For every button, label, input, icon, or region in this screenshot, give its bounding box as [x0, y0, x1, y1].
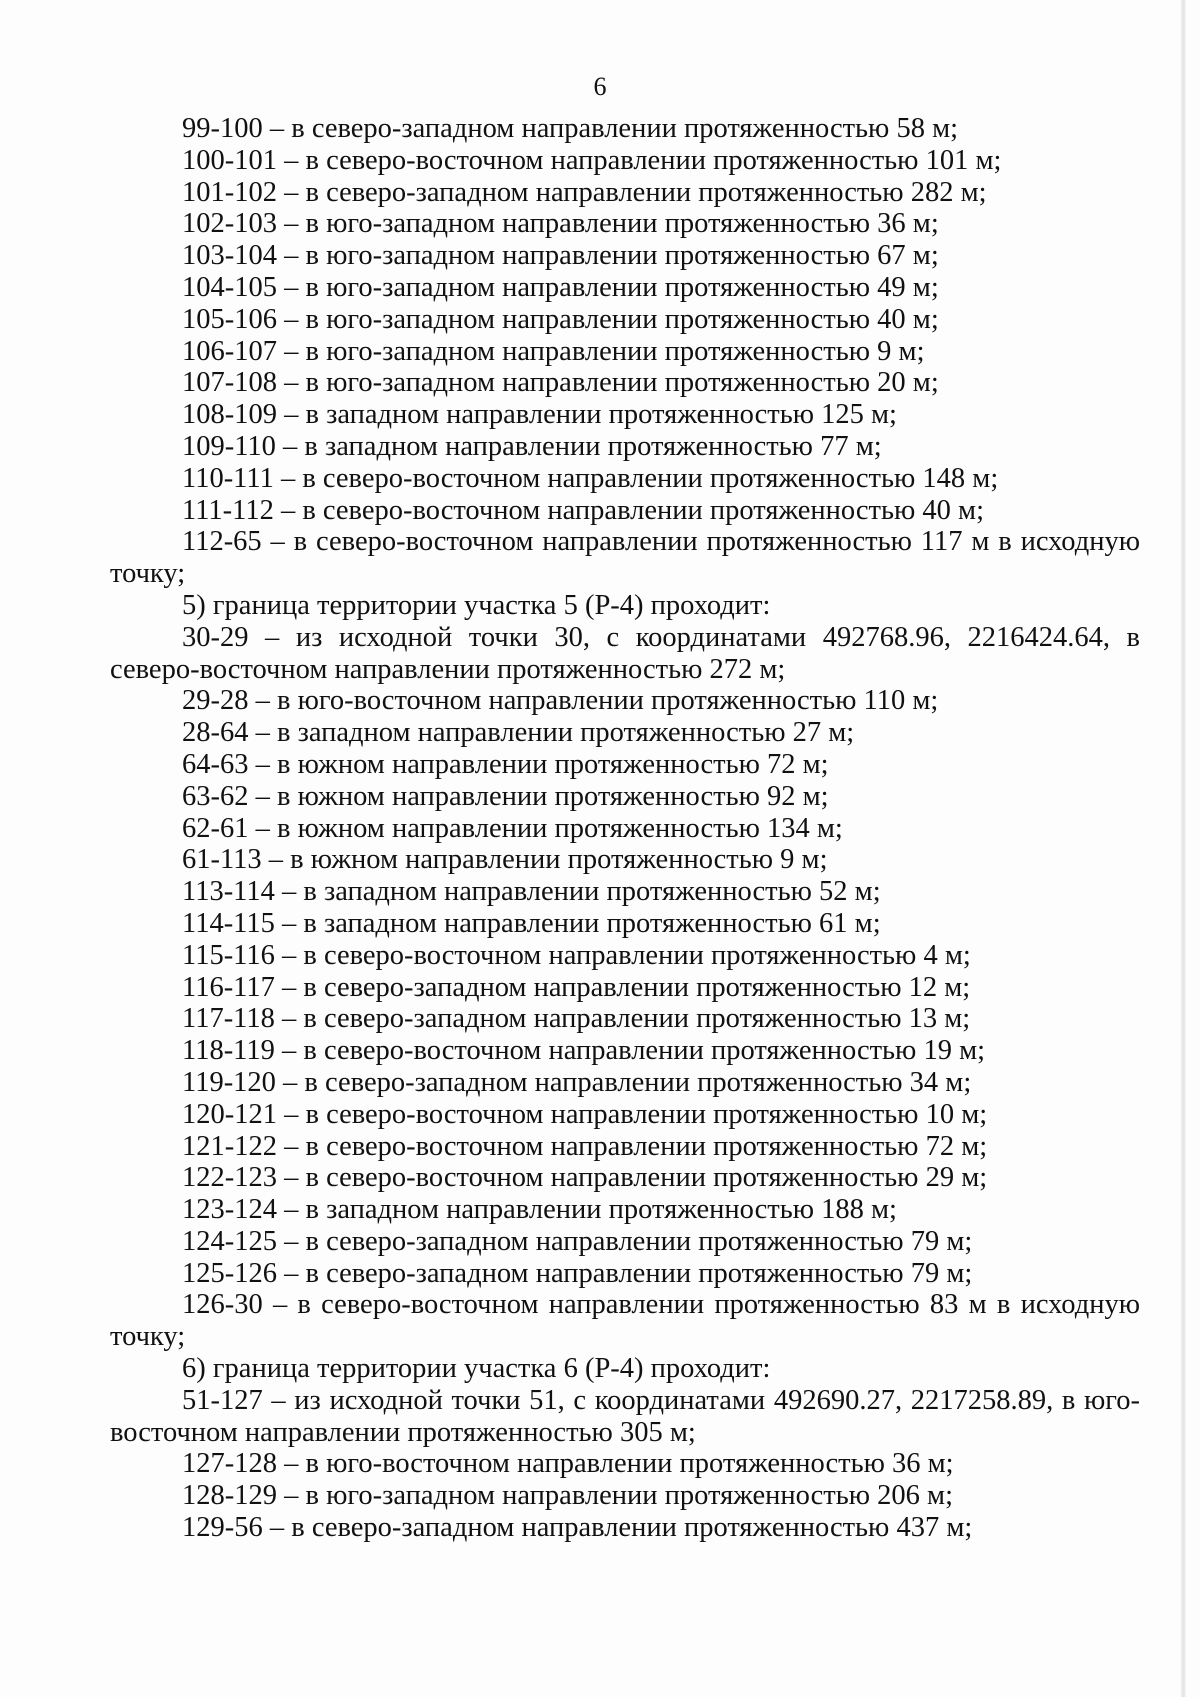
segment-line: 129-56 – в северо-западном направлении протяженностью 437 м;: [182, 1512, 973, 1544]
segment-line: 117-118 – в северо-западном направлении протяженностью 13 м;: [182, 1003, 971, 1035]
segment-closing: 126-30 – в северо-восточном направлении протяженностью 83 м в исходную точку;: [110, 1289, 1140, 1353]
section-heading: 6) граница территории участка 6 (Р-4) проходит:: [182, 1353, 771, 1385]
segment-line: 64-63 – в южном направлении протяженностью 72 м;: [182, 748, 829, 780]
segment-start: 30-29 – из исходной точки 30, с координатами 492768.96, 2216424.64, в северо-восточном направлении протяженностью 272 м;: [110, 621, 1140, 685]
segment-line: 29-28 – в юго-восточном направлении протяженностью 110 м;: [182, 685, 939, 717]
segment-line: 102-103 – в юго-западном направлении протяженностью 36 м;: [182, 208, 939, 240]
segment-line: 104-105 – в юго-западном направлении протяженностью 49 м;: [182, 271, 939, 303]
segment-line: 114-115 – в западном направлении протяженностью 61 м;: [182, 907, 881, 939]
segment-line: 111-112 – в северо-восточном направлении протяженностью 40 м;: [182, 494, 984, 526]
scan-edge: [1180, 0, 1186, 1697]
segment-line: 122-123 – в северо-восточном направлении протяженностью 29 м;: [182, 1162, 988, 1194]
segment-line: 116-117 – в северо-западном направлении протяженностью 12 м;: [182, 971, 971, 1003]
section-heading: 5) граница территории участка 5 (Р-4) проходит:: [182, 589, 771, 621]
segment-line: 124-125 – в северо-западном направлении протяженностью 79 м;: [182, 1225, 973, 1257]
segment-line: 28-64 – в западном направлении протяженностью 27 м;: [182, 717, 855, 749]
segment-line: 128-129 – в юго-западном направлении протяженностью 206 м;: [182, 1480, 953, 1512]
segment-line: 101-102 – в северо-западном направлении протяженностью 282 м;: [182, 176, 987, 208]
segment-line: 62-61 – в южном направлении протяженностью 134 м;: [182, 812, 843, 844]
segment-line: 105-106 – в юго-западном направлении протяженностью 40 м;: [182, 303, 939, 335]
page-number: 6: [593, 72, 607, 101]
document-body: [110, 113, 1140, 1544]
segment-line: 118-119 – в северо-восточном направлении протяженностью 19 м;: [182, 1035, 986, 1067]
segment-line: 119-120 – в северо-западном направлении протяженностью 34 м;: [182, 1066, 972, 1098]
segment-line: 63-62 – в южном направлении протяженностью 92 м;: [182, 780, 829, 812]
segment-line: 103-104 – в юго-западном направлении протяженностью 67 м;: [182, 240, 939, 272]
segment-line: 120-121 – в северо-восточном направлении протяженностью 10 м;: [182, 1098, 988, 1130]
segment-line: 106-107 – в юго-западном направлении протяженностью 9 м;: [182, 335, 925, 367]
segment-line: 110-111 – в северо-восточном направлении протяженностью 148 м;: [182, 462, 999, 494]
segment-line: 115-116 – в северо-восточном направлении протяженностью 4 м;: [182, 939, 971, 971]
segment-line: 100-101 – в северо-восточном направлении протяженностью 101 м;: [182, 144, 1002, 176]
section-5: [110, 590, 1140, 1353]
segment-line: 109-110 – в западном направлении протяженностью 77 м;: [182, 430, 882, 462]
segment-closing: 112-65 – в северо-восточном направлении протяженностью 117 м в исходную точку;: [110, 526, 1140, 590]
segment-line: 61-113 – в южном направлении протяженностью 9 м;: [182, 844, 828, 876]
segment-line: 127-128 – в юго-восточном направлении протяженностью 36 м;: [182, 1448, 954, 1480]
segment-line: 108-109 – в западном направлении протяженностью 125 м;: [182, 399, 897, 431]
segment-line: 113-114 – в западном направлении протяженностью 52 м;: [182, 876, 881, 908]
section-4-segments: [110, 113, 1140, 590]
segment-start: 51-127 – из исходной точки 51, с координатами 492690.27, 2217258.89, в юго-восточном направлении протяженностью 305 м;: [110, 1384, 1140, 1448]
segment-line: 107-108 – в юго-западном направлении протяженностью 20 м;: [182, 367, 939, 399]
segment-line: 121-122 – в северо-восточном направлении протяженностью 72 м;: [182, 1130, 988, 1162]
segment-line: 123-124 – в западном направлении протяженностью 188 м;: [182, 1194, 897, 1226]
segment-line: 99-100 – в северо-западном направлении протяженностью 58 м;: [182, 113, 959, 144]
section-6: [110, 1353, 1140, 1544]
segment-line: 125-126 – в северо-западном направлении протяженностью 79 м;: [182, 1257, 973, 1289]
